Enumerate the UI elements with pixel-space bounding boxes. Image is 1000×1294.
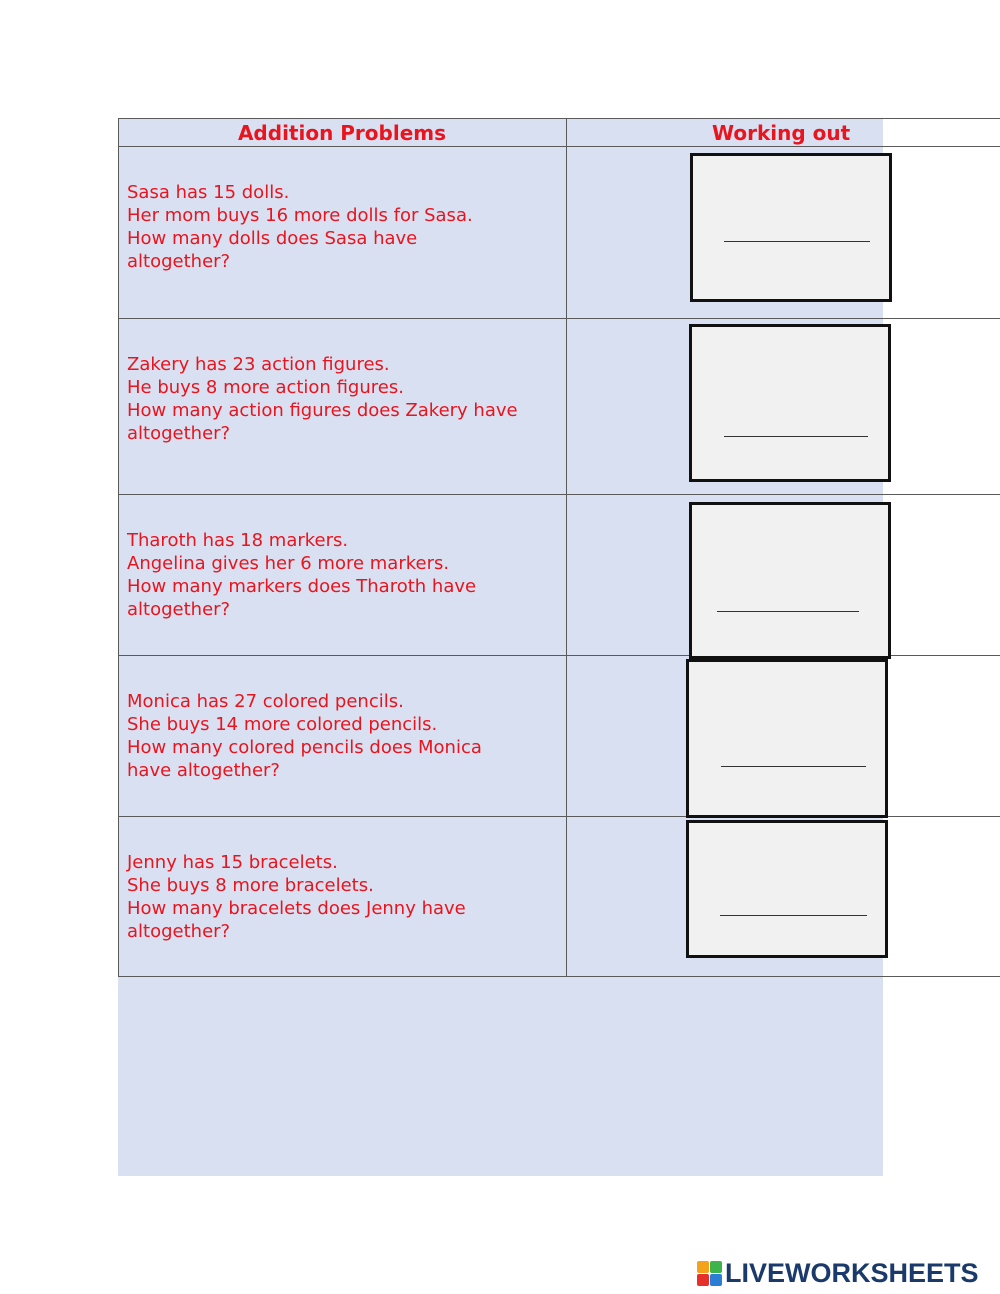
- answer-line: [717, 611, 859, 612]
- problem-text: Zakery has 23 action figures. He buys 8 more action figures. How many action figures does Zakery have altogether?: [127, 354, 518, 444]
- answer-box[interactable]: [690, 153, 892, 302]
- answer-line: [721, 766, 866, 767]
- liveworksheets-logo: [697, 1259, 979, 1287]
- problem-text: Sasa has 15 dolls. Her mom buys 16 more dolls for Sasa. How many dolls does Sasa have altogether?: [127, 182, 473, 272]
- header-divider: [118, 146, 1000, 147]
- answer-line: [720, 915, 867, 916]
- problem-text: Monica has 27 colored pencils. She buys 14 more colored pencils. How many colored pencils does Monica have altogether?: [127, 691, 482, 781]
- column-divider: [566, 118, 567, 976]
- answer-box[interactable]: [686, 820, 888, 958]
- row-divider: [118, 494, 1000, 495]
- table-border-bottom: [118, 976, 1000, 977]
- problem-text: Jenny has 15 bracelets. She buys 8 more bracelets. How many bracelets does Jenny have altogether?: [127, 852, 466, 942]
- answer-box[interactable]: [686, 659, 888, 818]
- header-addition-problems: Addition Problems: [237, 121, 447, 145]
- answer-line: [724, 436, 868, 437]
- answer-line: [724, 241, 870, 242]
- logo-mark-icon: [697, 1261, 722, 1286]
- header-working-out: Working out: [712, 121, 851, 145]
- row-divider: [118, 318, 1000, 319]
- answer-box[interactable]: [689, 324, 891, 482]
- table-border-top: [118, 118, 1000, 119]
- table-border-left: [118, 118, 119, 976]
- problem-text: Tharoth has 18 markers. Angelina gives her 6 more markers. How many markers does Tharoth have altogether?: [127, 530, 477, 620]
- answer-box[interactable]: [689, 502, 891, 659]
- logo-text: LIVEWORKSHEETS: [725, 1257, 979, 1288]
